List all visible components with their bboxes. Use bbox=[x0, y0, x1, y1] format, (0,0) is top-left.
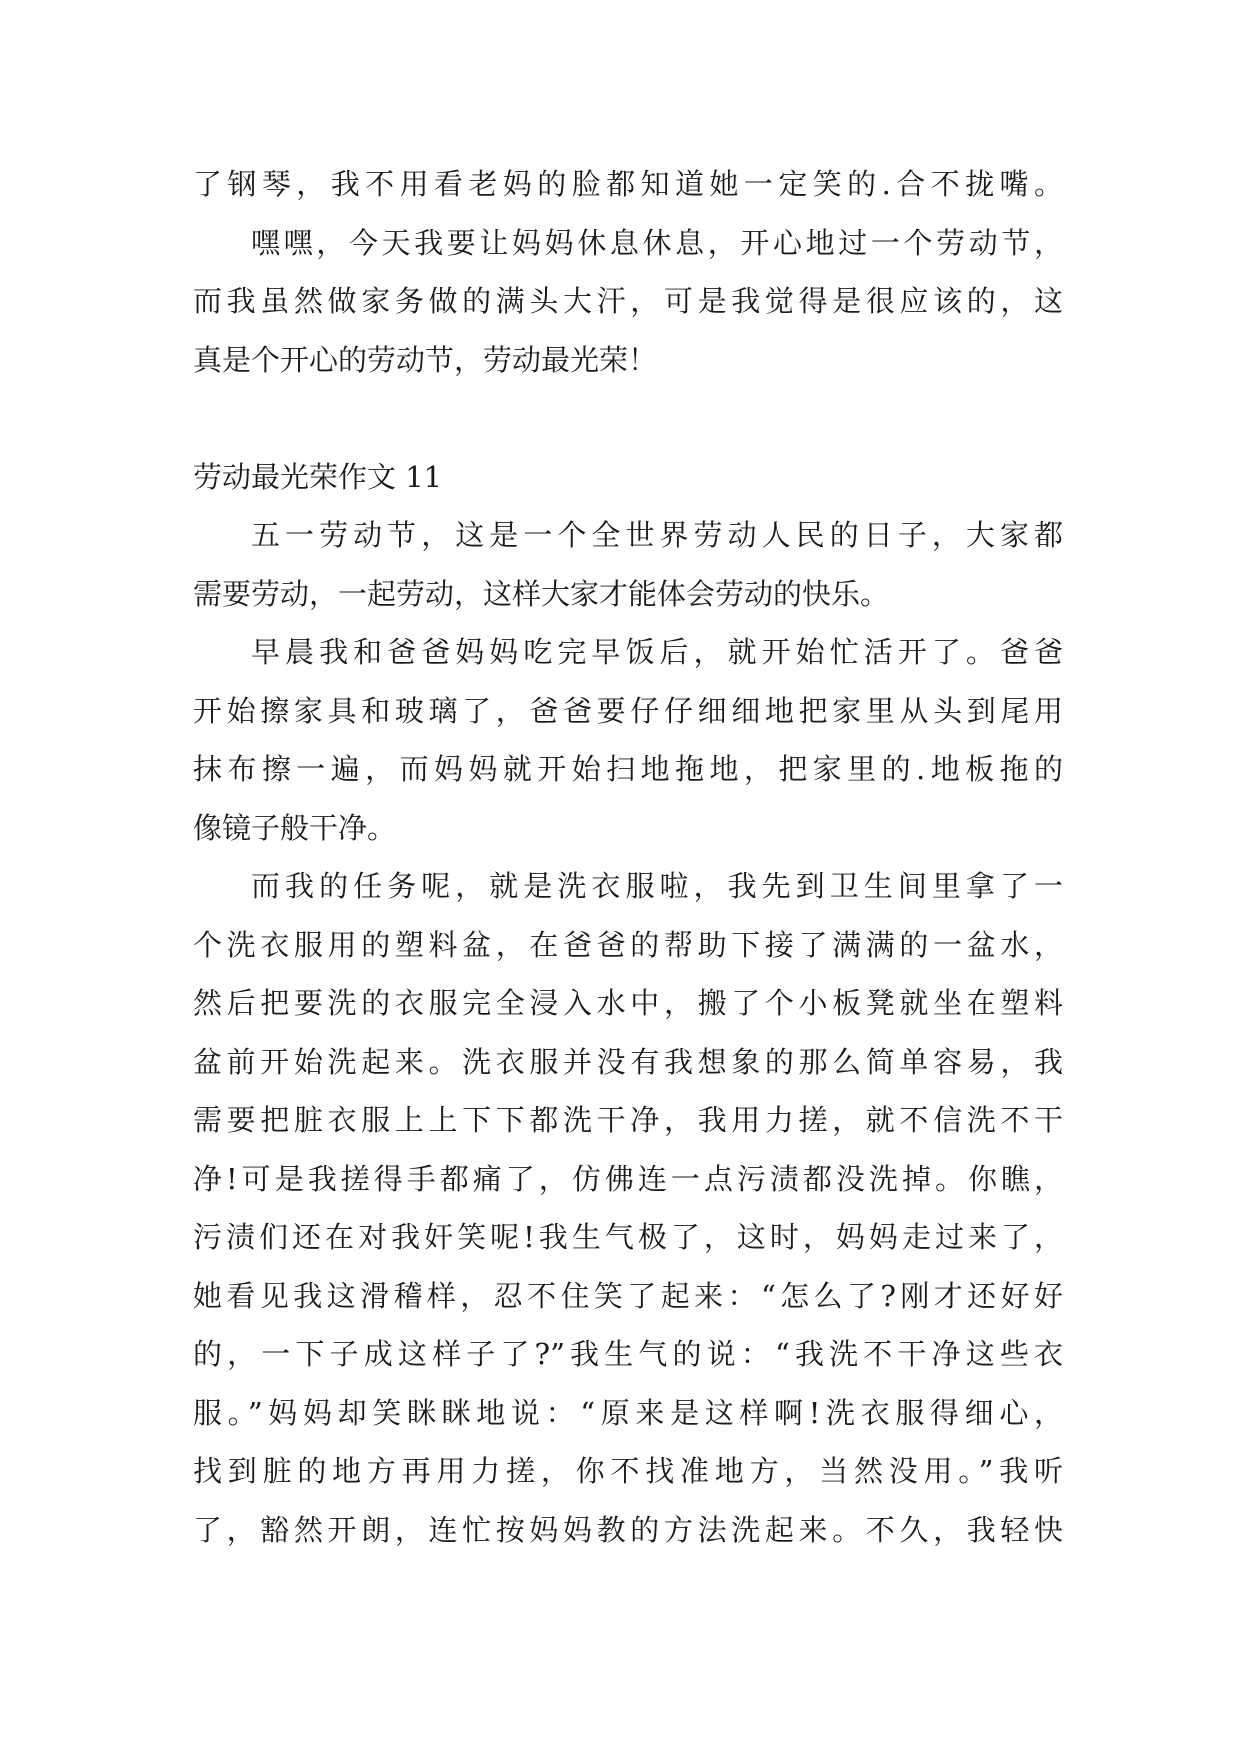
text-line: 抹布擦一遍，而妈妈就开始扫地拖地，把家里的.地板拖的 bbox=[193, 752, 1063, 786]
text-line: 早晨我和爸爸妈妈吃完早饭后，就开始忙活开了。爸爸 bbox=[251, 635, 1063, 669]
text-line: 需要把脏衣服上上下下都洗干净，我用力搓，就不信洗不干 bbox=[193, 1103, 1063, 1137]
essay-body bbox=[193, 155, 1063, 1559]
text-line: 盆前开始洗起来。洗衣服并没有我想象的那么简单容易，我 bbox=[193, 1044, 1063, 1079]
text-line: 服。”妈妈却笑眯眯地说：“原来是这样啊!洗衣服得细心， bbox=[193, 1395, 1063, 1430]
text-line: 需要劳动，一起劳动，这样大家才能体会劳动的快乐。 bbox=[193, 576, 890, 611]
paragraph-gap bbox=[193, 389, 1063, 448]
text-line: 她看见我这滑稽样，忍不住笑了起来：“怎么了?刚才还好好 bbox=[193, 1278, 1063, 1313]
text-line: 了钢琴，我不用看老妈的脸都知道她一定笑的.合不拢嘴。 bbox=[193, 167, 1063, 201]
text-line: 的，一下子成这样子了?”我生气的说：“我洗不干净这些衣 bbox=[193, 1337, 1063, 1371]
text-line: 个洗衣服用的塑料盆，在爸爸的帮助下接了满满的一盆水， bbox=[193, 927, 1063, 962]
text-line: 而我的任务呢，就是洗衣服啦，我先到卫生间里拿了一 bbox=[251, 869, 1063, 903]
text-line: 净!可是我搓得手都痛了，仿佛连一点污渍都没洗掉。你瞧， bbox=[193, 1161, 1063, 1196]
text-line: 像镜子般干净。 bbox=[193, 810, 397, 845]
text-line: 五一劳动节，这是一个全世界劳动人民的日子，大家都 bbox=[251, 518, 1063, 552]
text-line: 污渍们还在对我奸笑呢!我生气极了，这时，妈妈走过来了， bbox=[193, 1220, 1063, 1254]
text-line: 找到脏的地方再用力搓，你不找准地方，当然没用。”我听 bbox=[193, 1454, 1063, 1488]
section-heading: 劳动最光荣作文 11 bbox=[193, 459, 443, 494]
text-line: 然后把要洗的衣服完全浸入水中，搬了个小板凳就坐在塑料 bbox=[193, 986, 1063, 1020]
text-line: 嘿嘿，今天我要让妈妈休息休息，开心地过一个劳动节， bbox=[251, 225, 1063, 260]
text-line: 而我虽然做家务做的满头大汗，可是我觉得是很应该的，这 bbox=[193, 284, 1063, 318]
text-line: 了，豁然开朗，连忙按妈妈教的方法洗起来。不久，我轻快 bbox=[193, 1512, 1063, 1547]
text-line: 开始擦家具和玻璃了，爸爸要仔仔细细地把家里从头到尾用 bbox=[193, 693, 1063, 728]
text-line: 真是个开心的劳动节，劳动最光荣！ bbox=[193, 342, 658, 377]
